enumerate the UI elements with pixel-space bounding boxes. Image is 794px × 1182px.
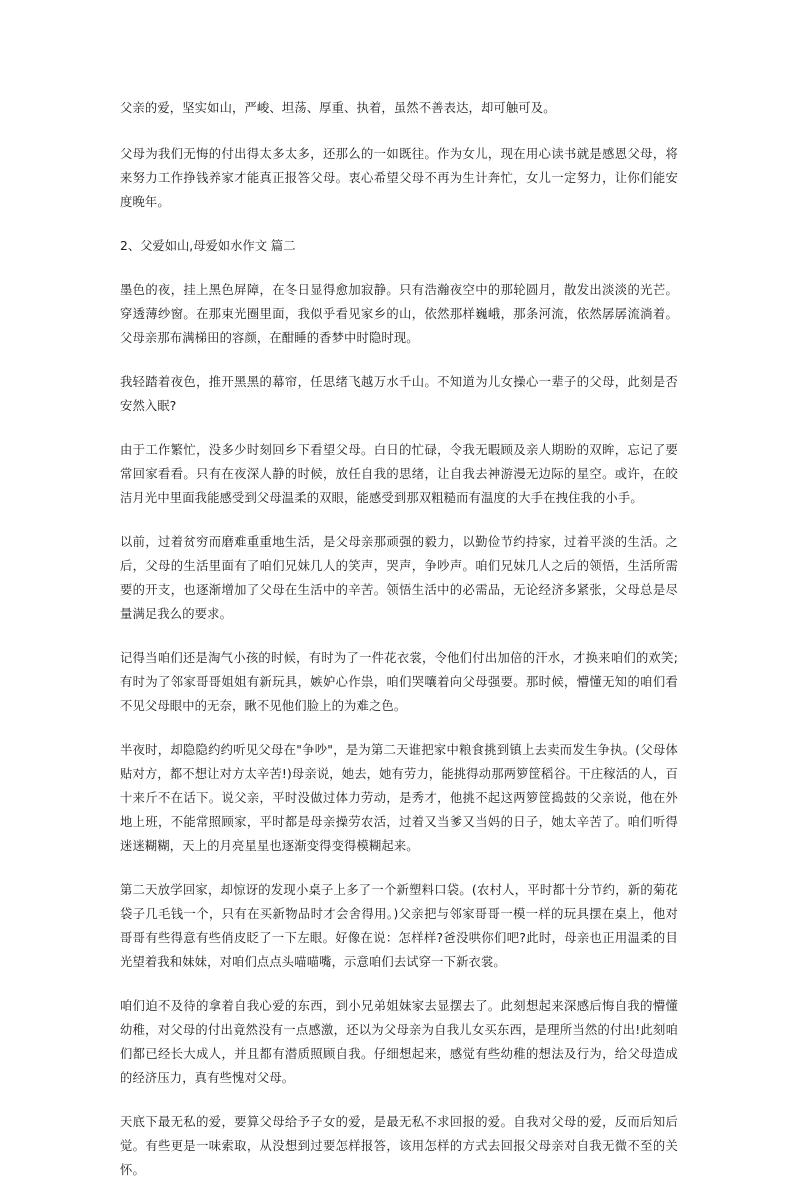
paragraph-midnight-argument: 半夜时，却隐隐约约听见父母在"争吵"，是为第二天谁把家中粮食挑到镇上去卖而发生争执。(父母体贴对方，都不想让对方太辛苦!)母亲说，她去，她有劳力，能挑得动那两箩筐稻谷。干庄稼活的人，百十来斤不在话下。说父亲，平时没做过体力劳动，是秀才，他挑不起这两箩筐捣鼓的父亲说，他在外地上班，不能常照顾家，平时都是母亲操劳农活，过着又当爹又当妈的日子，她太辛苦了。咱们听得迷迷糊糊，天上的月亮星星也逐渐变得变得模糊起来。	[120, 743, 678, 853]
section-heading: 2、父爱如山,母爱如水作文 篇二	[120, 239, 296, 253]
document-page	[120, 96, 678, 1182]
paragraph-new-toy: 第二天放学回家，却惊讶的发现小桌子上多了一个新塑料口袋。(农村人，平时都十分节约，新的菊花袋子几毛钱一个，只有在买新物品时才会舍得用。)父亲把与邻家哥哥一模一样的玩具摆在桌上，他对哥哥有些得意有些俏皮眨了一下左眼。好像在说：怎样样?爸没哄你们吧?此时，母亲也正用温柔的目光望着我和妹妹，对咱们点点头喵喵嘴，示意咱们去试穿一下新衣裳。	[120, 883, 678, 969]
paragraph-hard-life: 以前，过着贫穷而磨难重重地生活，是父母亲那顽强的毅力，以勤俭节约持家，过着平淡的生活。之后，父母的生活里面有了咱们兄妹几人的笑声，哭声，争吵声。咱们兄妹几人之后的领悟，生活所需要的开支，也逐渐增加了父母在生活中的辛苦。领悟生活中的必需品，无论经济多紧张，父母总是尽量满足我么的要求。	[120, 535, 678, 621]
paragraph-parents-devotion: 父母为我们无悔的付出得太多太多，还那么的一如既往。作为女儿，现在用心读书就是感恩父母，将来努力工作挣钱养家才能真正报答父母。衷心希望父母不再为生计奔忙，女儿一定努力，让你们能安度晚年。	[120, 147, 678, 209]
paragraph-night-scene: 墨色的夜，挂上黑色屏障，在冬日显得愈加寂静。只有浩瀚夜空中的那轮圆月，散发出淡淡的光芒。穿透薄纱窗。在那束光圈里面，我似乎看见家乡的山，依然那样巍峨，那条河流，依然孱孱流淌着。父母亲那布满梯田的容颜，在酣睡的香梦中时隐时现。	[120, 283, 678, 345]
paragraph-childhood: 记得当咱们还是淘气小孩的时候，有时为了一件花衣裳，令他们付出加倍的汗水，才换来咱们的欢笑;有时为了邻家哥哥姐姐有新玩具，嫉妒心作祟，咱们哭嚷着向父母强要。那时候，懵懂无知的咱们看不见父母眼中的无奈，瞅不见他们脸上的为难之色。	[120, 651, 678, 713]
paragraph-thoughts: 我轻踏着夜色，推开黑黑的幕帘，任思绪飞越万水千山。不知道为儿女操心一辈子的父母，此刻是否安然入眠?	[120, 375, 678, 413]
paragraph-selfless-love: 天底下最无私的爱，要算父母给予子女的爱，是最无私不求回报的爱。自我对父母的爱，反而后知后觉。有些更是一味索取，从没想到过要怎样报答，该用怎样的方式去回报父母亲对自我无微不至的关怀。	[120, 1115, 678, 1177]
paragraph-regret: 咱们迫不及待的拿着自我心爱的东西，到小兄弟姐妹家去显摆去了。此刻想起来深感后悔自我的懵懂幼稚，对父母的付出竟然没有一点感激，还以为父母亲为自我儿女买东西，是理所当然的付出!此刻咱们都已经长大成人，并且都有潜质照顾自我。仔细想起来，感觉有些幼稚的想法及行为，给父母造成的经济压力，真有些愧对父母。	[120, 999, 678, 1085]
paragraph-fathers-love: 父亲的爱，坚实如山，严峻、坦荡、厚重、执着，虽然不善表达，却可触可及。	[120, 101, 556, 115]
paragraph-busy-work: 由于工作繁忙，没多少时刻回乡下看望父母。白日的忙碌，令我无暇顾及亲人期盼的双眸，忘记了要常回家看看。只有在夜深人静的时候，放任自我的思绪，让自我去神游漫无边际的星空。或许，在皎洁月光中里面我能感受到父母温柔的双眼，能感受到那双粗糙而有温度的大手在拽住我的小手。	[120, 443, 678, 505]
